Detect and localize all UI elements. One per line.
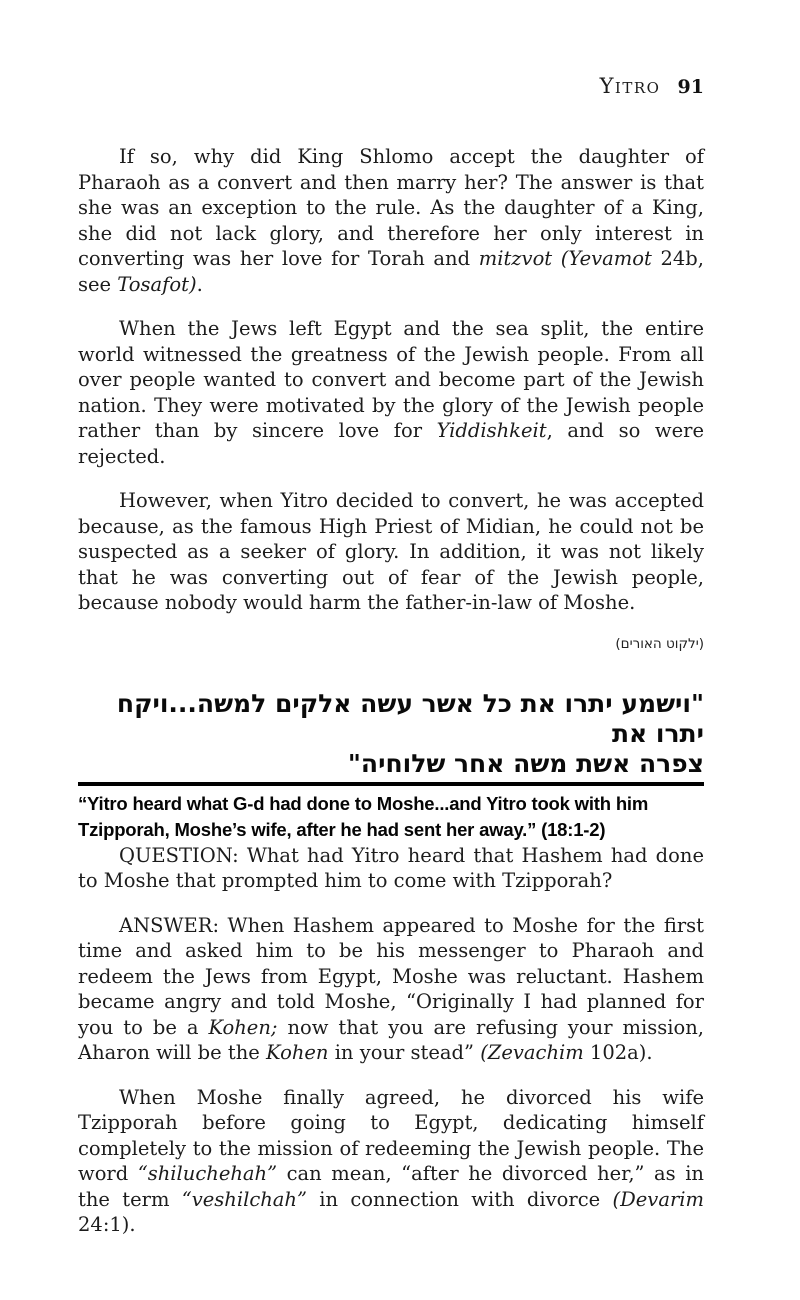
italic-term: “shiluchehah” xyxy=(137,1162,278,1185)
section-title: Yitro xyxy=(599,74,661,98)
text-run: When Moshe finally agreed, he divorced his wife Tzipporah before going to Egypt, dedicating himself completely to the mission of redeeming the Jewish people. The word xyxy=(78,1085,704,1185)
translation-text: “Yitro heard what G-d had done to Moshe...and Yitro took with him Tzipporah, Moshe’s wife, after he had sent her away.” xyxy=(78,792,649,840)
verse-translation xyxy=(78,791,704,843)
text-run: When the Jews left Egypt and the sea split, the entire world witnessed the greatness of the Jewish people. From all over people wanted to convert and become part of the Jewish nation. They were motivated by the glory of the Jewish people rather than by sincere love for xyxy=(78,317,704,442)
verse-reference: (18:1-2) xyxy=(541,818,606,840)
text-column xyxy=(78,0,704,1257)
paragraph-sea-split xyxy=(78,316,704,469)
page-number: 91 xyxy=(677,76,704,98)
italic-term: Kohen; xyxy=(208,1015,278,1039)
text-run: , and so were rejected. xyxy=(78,419,704,468)
text-run: ANSWER: When Hashem appeared to Moshe for the first time and asked him to be his messenger to Pharaoh and redeem the Jews from Egypt, Moshe was reluctant. Hashem became angry and told Moshe, “Originally I had planned for you to be a xyxy=(78,913,704,1039)
question-paragraph xyxy=(78,843,704,894)
answer-followup-paragraph xyxy=(78,1085,704,1238)
text-run: 24b, see xyxy=(78,247,704,296)
text-run: can mean, “after he divorced her,” as in the term xyxy=(78,1162,704,1211)
hebrew-verse-line-1: "וישמע יתרו את כל אשר עשה אלקים למשה...ויקח יתרו את xyxy=(116,688,704,748)
text-run: . xyxy=(196,272,203,296)
italic-term: (Devarim xyxy=(612,1187,704,1211)
running-head xyxy=(78,74,704,98)
text-run: 102a). xyxy=(583,1041,653,1064)
divider-rule xyxy=(78,782,704,786)
text-run: now that you are refusing your mission, Aharon will be the xyxy=(78,1015,704,1064)
text-run: in your stead” xyxy=(328,1041,481,1064)
hebrew-verse-line-2: צפרה אשת משה אחר שלוחיה" xyxy=(347,748,704,778)
text-run: However, when Yitro decided to convert, he was accepted because, as the famous High Priest of Midian, he could not be suspected as a seeker of glory. In addition, it was not likely that he was converting out of fear of the Jewish people, because nobody would harm the father-in-law of Moshe. xyxy=(78,489,704,614)
italic-term: (Zevachim xyxy=(480,1041,584,1064)
text-run: QUESTION: What had Yitro heard that Hashem had done to Moshe that prompted him to come with Tzipporah? xyxy=(78,843,704,892)
text-run: 24:1). xyxy=(78,1213,136,1236)
paragraph-yitro-convert xyxy=(78,488,704,616)
page-content xyxy=(78,144,704,1238)
italic-term: Kohen xyxy=(266,1041,329,1064)
hebrew-source-citation: (ילקוט האורים) xyxy=(615,635,704,652)
italic-term: Yiddishkeit xyxy=(436,419,547,442)
answer-paragraph xyxy=(78,913,704,1066)
italic-term: “veshilchah” xyxy=(181,1187,307,1211)
text-run: If so, why did King Shlomo accept the daughter of Pharaoh as a convert and then marry her? The answer is that she was an exception to the rule. As the daughter of a King, she did not lack glory, and therefore her only interest in converting was her love for Torah and xyxy=(78,145,704,270)
italic-term: Tosafot) xyxy=(117,272,197,296)
paragraph-king-shlomo xyxy=(78,144,704,297)
hebrew-verse-headline xyxy=(78,689,704,779)
italic-term: mitzvot (Yevamot xyxy=(478,247,652,270)
text-run: in connection with divorce xyxy=(306,1187,613,1211)
